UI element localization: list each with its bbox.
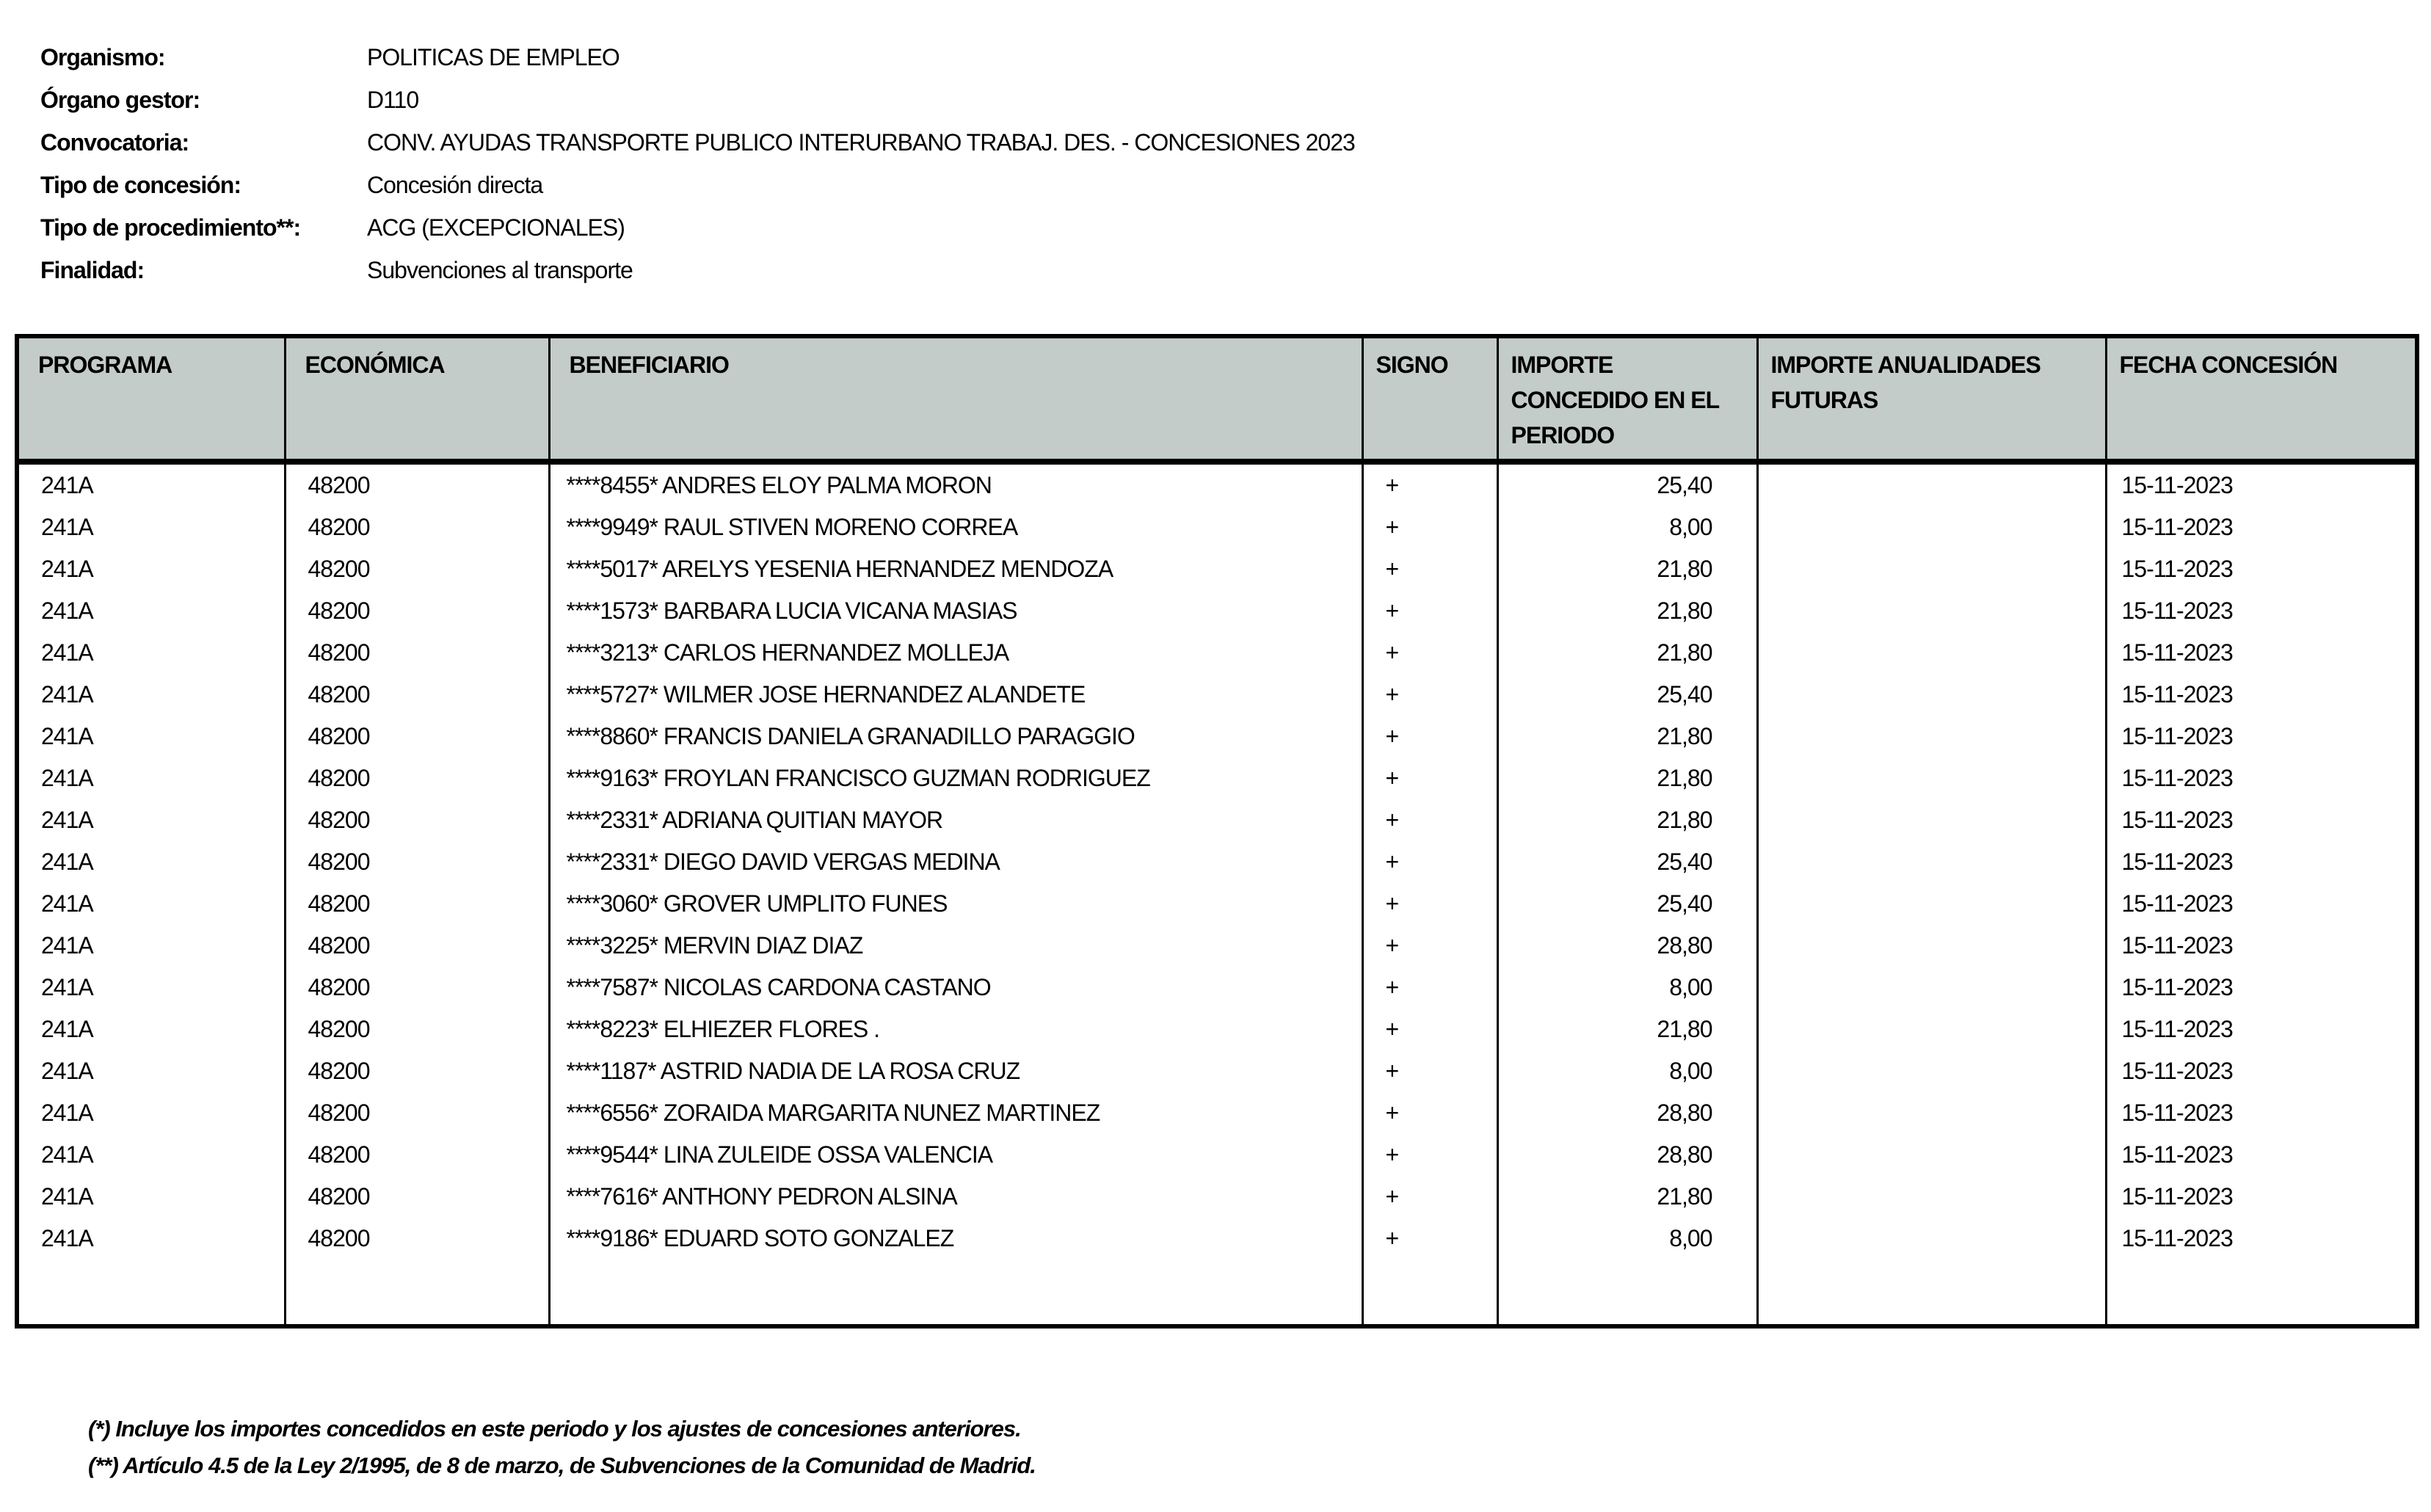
meta-label: Finalidad: <box>40 257 145 283</box>
meta-label: Tipo de procedimiento**: <box>40 214 301 241</box>
cell-economica: 48200 <box>285 462 549 506</box>
cell-programa: 241A <box>17 799 285 841</box>
cell-importe-concedido: 8,00 <box>1497 1050 1757 1092</box>
cell-signo: + <box>1362 925 1497 967</box>
cell-signo: + <box>1362 1134 1497 1176</box>
cell-importe-concedido: 21,80 <box>1497 632 1757 674</box>
cell-signo: + <box>1362 1050 1497 1092</box>
cell-importe-anualidades <box>1757 883 2106 925</box>
cell-importe-anualidades <box>1757 632 2106 674</box>
table-row <box>17 1134 2417 1176</box>
meta-label: Órgano gestor: <box>40 87 200 113</box>
cell-fecha-concesion: 15-11-2023 <box>2106 841 2417 883</box>
cell-programa: 241A <box>17 506 285 548</box>
cell-fecha-concesion: 15-11-2023 <box>2106 462 2417 506</box>
cell-importe-concedido: 25,40 <box>1497 674 1757 716</box>
cell-importe-anualidades <box>1757 841 2106 883</box>
cell-beneficiario: ****3060* GROVER UMPLITO FUNES <box>549 883 1362 925</box>
cell-signo: + <box>1362 967 1497 1008</box>
cell-programa: 241A <box>17 883 285 925</box>
table-row <box>17 883 2417 925</box>
cell-beneficiario: ****5017* ARELYS YESENIA HERNANDEZ MENDOZA <box>549 548 1362 590</box>
cell-beneficiario: ****1187* ASTRID NADIA DE LA ROSA CRUZ <box>549 1050 1362 1092</box>
meta-row-tipo-procedimiento <box>40 213 1355 255</box>
cell-economica: 48200 <box>285 1008 549 1050</box>
cell-importe-concedido: 8,00 <box>1497 506 1757 548</box>
table-row <box>17 1008 2417 1050</box>
cell-programa: 241A <box>17 590 285 632</box>
cell-importe-concedido: 21,80 <box>1497 716 1757 757</box>
cell-beneficiario: ****2331* DIEGO DAVID VERGAS MEDINA <box>549 841 1362 883</box>
cell-signo: + <box>1362 632 1497 674</box>
cell-importe-concedido: 21,80 <box>1497 590 1757 632</box>
cell-beneficiario: ****6556* ZORAIDA MARGARITA NUNEZ MARTINEZ <box>549 1092 1362 1134</box>
cell-programa: 241A <box>17 632 285 674</box>
cell-fecha-concesion: 15-11-2023 <box>2106 1008 2417 1050</box>
cell-importe-concedido: 28,80 <box>1497 1134 1757 1176</box>
cell-signo: + <box>1362 841 1497 883</box>
cell-importe-anualidades <box>1757 1134 2106 1176</box>
cell-fecha-concesion: 15-11-2023 <box>2106 548 2417 590</box>
cell-importe-concedido: 8,00 <box>1497 1218 1757 1260</box>
cell-importe-concedido: 25,40 <box>1497 883 1757 925</box>
cell-programa: 241A <box>17 1008 285 1050</box>
cell-signo: + <box>1362 757 1497 799</box>
cell-importe-concedido: 21,80 <box>1497 799 1757 841</box>
cell-importe-anualidades <box>1757 674 2106 716</box>
cell-beneficiario: ****9949* RAUL STIVEN MORENO CORREA <box>549 506 1362 548</box>
meta-label: Tipo de concesión: <box>40 172 241 198</box>
cell-importe-anualidades <box>1757 1176 2106 1218</box>
cell-economica: 48200 <box>285 1218 549 1260</box>
cell-importe-concedido: 25,40 <box>1497 462 1757 506</box>
cell-beneficiario: ****3225* MERVIN DIAZ DIAZ <box>549 925 1362 967</box>
meta-value: Subvenciones al transporte <box>367 257 633 283</box>
cell-programa: 241A <box>17 757 285 799</box>
cell-importe-anualidades <box>1757 1008 2106 1050</box>
cell-importe-concedido: 21,80 <box>1497 1176 1757 1218</box>
cell-signo: + <box>1362 1008 1497 1050</box>
meta-value: Concesión directa <box>367 172 543 198</box>
cell-signo: + <box>1362 548 1497 590</box>
cell-importe-concedido: 21,80 <box>1497 548 1757 590</box>
cell-economica: 48200 <box>285 716 549 757</box>
column-header-signo: SIGNO <box>1362 336 1497 462</box>
meta-label: Convocatoria: <box>40 129 189 156</box>
column-header-beneficiario: BENEFICIARIO <box>549 336 1362 462</box>
empty-cell <box>1757 1260 2106 1326</box>
column-header-importe-anualidades: IMPORTE ANUALIDADES FUTURAS <box>1757 336 2106 462</box>
cell-fecha-concesion: 15-11-2023 <box>2106 1050 2417 1092</box>
footnote-asterisk: (*) Incluye los importes concedidos en este periodo y los ajustes de concesiones anteriores. <box>88 1416 1021 1442</box>
empty-cell <box>285 1260 549 1326</box>
concessions-table <box>15 334 2419 1329</box>
cell-programa: 241A <box>17 462 285 506</box>
cell-fecha-concesion: 15-11-2023 <box>2106 716 2417 757</box>
cell-importe-anualidades <box>1757 799 2106 841</box>
table-row <box>17 799 2417 841</box>
cell-fecha-concesion: 15-11-2023 <box>2106 1092 2417 1134</box>
cell-economica: 48200 <box>285 674 549 716</box>
meta-row-tipo-concesion <box>40 170 1355 213</box>
meta-label: Organismo: <box>40 44 165 70</box>
cell-importe-anualidades <box>1757 462 2106 506</box>
empty-cell <box>1362 1260 1497 1326</box>
cell-economica: 48200 <box>285 1050 549 1092</box>
cell-programa: 241A <box>17 1134 285 1176</box>
cell-programa: 241A <box>17 967 285 1008</box>
cell-fecha-concesion: 15-11-2023 <box>2106 632 2417 674</box>
cell-beneficiario: ****7616* ANTHONY PEDRON ALSINA <box>549 1176 1362 1218</box>
cell-beneficiario: ****9163* FROYLAN FRANCISCO GUZMAN RODRIGUEZ <box>549 757 1362 799</box>
cell-signo: + <box>1362 674 1497 716</box>
table-row <box>17 1218 2417 1260</box>
empty-cell <box>1497 1260 1757 1326</box>
cell-importe-concedido: 25,40 <box>1497 841 1757 883</box>
cell-programa: 241A <box>17 1050 285 1092</box>
cell-beneficiario: ****9544* LINA ZULEIDE OSSA VALENCIA <box>549 1134 1362 1176</box>
cell-fecha-concesion: 15-11-2023 <box>2106 925 2417 967</box>
cell-importe-concedido: 8,00 <box>1497 967 1757 1008</box>
cell-economica: 48200 <box>285 841 549 883</box>
metadata-block <box>40 43 1355 298</box>
cell-signo: + <box>1362 590 1497 632</box>
empty-cell <box>17 1260 285 1326</box>
cell-programa: 241A <box>17 548 285 590</box>
cell-economica: 48200 <box>285 1134 549 1176</box>
table-row <box>17 967 2417 1008</box>
cell-programa: 241A <box>17 841 285 883</box>
meta-value: POLITICAS DE EMPLEO <box>367 44 619 70</box>
cell-importe-concedido: 28,80 <box>1497 1092 1757 1134</box>
meta-row-convocatoria <box>40 128 1355 170</box>
cell-importe-anualidades <box>1757 716 2106 757</box>
cell-programa: 241A <box>17 716 285 757</box>
cell-fecha-concesion: 15-11-2023 <box>2106 674 2417 716</box>
cell-importe-anualidades <box>1757 506 2106 548</box>
empty-cell <box>549 1260 1362 1326</box>
table-header <box>17 336 2417 462</box>
table-row <box>17 925 2417 967</box>
cell-importe-anualidades <box>1757 548 2106 590</box>
table-spacer-row <box>17 1260 2417 1326</box>
table-row <box>17 674 2417 716</box>
meta-value: D110 <box>367 87 419 113</box>
cell-economica: 48200 <box>285 590 549 632</box>
table-row <box>17 1050 2417 1092</box>
cell-signo: + <box>1362 1092 1497 1134</box>
cell-fecha-concesion: 15-11-2023 <box>2106 1134 2417 1176</box>
cell-programa: 241A <box>17 674 285 716</box>
cell-importe-concedido: 21,80 <box>1497 1008 1757 1050</box>
cell-fecha-concesion: 15-11-2023 <box>2106 590 2417 632</box>
table-row <box>17 632 2417 674</box>
cell-programa: 241A <box>17 1176 285 1218</box>
table-row <box>17 1092 2417 1134</box>
footnote-double-asterisk: (**) Artículo 4.5 de la Ley 2/1995, de 8 de marzo, de Subvenciones de la Comunidad de Madrid. <box>88 1453 1036 1478</box>
cell-beneficiario: ****9186* EDUARD SOTO GONZALEZ <box>549 1218 1362 1260</box>
cell-economica: 48200 <box>285 883 549 925</box>
cell-importe-anualidades <box>1757 1050 2106 1092</box>
cell-fecha-concesion: 15-11-2023 <box>2106 1176 2417 1218</box>
table-header-row <box>17 336 2417 462</box>
cell-beneficiario: ****8860* FRANCIS DANIELA GRANADILLO PARAGGIO <box>549 716 1362 757</box>
table-row <box>17 757 2417 799</box>
cell-fecha-concesion: 15-11-2023 <box>2106 506 2417 548</box>
cell-fecha-concesion: 15-11-2023 <box>2106 757 2417 799</box>
table-row <box>17 548 2417 590</box>
cell-fecha-concesion: 15-11-2023 <box>2106 799 2417 841</box>
empty-cell <box>2106 1260 2417 1326</box>
table-row <box>17 506 2417 548</box>
cell-beneficiario: ****8223* ELHIEZER FLORES . <box>549 1008 1362 1050</box>
meta-row-finalidad <box>40 255 1355 298</box>
cell-importe-anualidades <box>1757 1092 2106 1134</box>
meta-value: CONV. AYUDAS TRANSPORTE PUBLICO INTERURBANO TRABAJ. DES. - CONCESIONES 2023 <box>367 129 1355 156</box>
column-header-fecha-concesion: FECHA CONCESIÓN <box>2106 336 2417 462</box>
cell-economica: 48200 <box>285 548 549 590</box>
cell-economica: 48200 <box>285 1092 549 1134</box>
cell-fecha-concesion: 15-11-2023 <box>2106 1218 2417 1260</box>
cell-signo: + <box>1362 1218 1497 1260</box>
cell-programa: 241A <box>17 1092 285 1134</box>
cell-beneficiario: ****1573* BARBARA LUCIA VICANA MASIAS <box>549 590 1362 632</box>
column-header-importe-concedido: IMPORTE CONCEDIDO EN EL PERIODO <box>1497 336 1757 462</box>
cell-signo: + <box>1362 883 1497 925</box>
cell-signo: + <box>1362 462 1497 506</box>
table-row <box>17 716 2417 757</box>
cell-economica: 48200 <box>285 506 549 548</box>
cell-economica: 48200 <box>285 757 549 799</box>
table-row <box>17 841 2417 883</box>
cell-importe-anualidades <box>1757 1218 2106 1260</box>
cell-beneficiario: ****8455* ANDRES ELOY PALMA MORON <box>549 462 1362 506</box>
column-header-programa: PROGRAMA <box>17 336 285 462</box>
cell-signo: + <box>1362 506 1497 548</box>
table-row <box>17 462 2417 506</box>
cell-beneficiario: ****5727* WILMER JOSE HERNANDEZ ALANDETE <box>549 674 1362 716</box>
cell-beneficiario: ****3213* CARLOS HERNANDEZ MOLLEJA <box>549 632 1362 674</box>
cell-importe-anualidades <box>1757 967 2106 1008</box>
cell-signo: + <box>1362 799 1497 841</box>
cell-signo: + <box>1362 716 1497 757</box>
cell-economica: 48200 <box>285 1176 549 1218</box>
cell-programa: 241A <box>17 1218 285 1260</box>
cell-importe-anualidades <box>1757 590 2106 632</box>
meta-row-organo-gestor <box>40 85 1355 128</box>
meta-value: ACG (EXCEPCIONALES) <box>367 214 625 241</box>
cell-economica: 48200 <box>285 799 549 841</box>
table-row <box>17 1176 2417 1218</box>
cell-importe-anualidades <box>1757 757 2106 799</box>
cell-fecha-concesion: 15-11-2023 <box>2106 883 2417 925</box>
cell-importe-concedido: 21,80 <box>1497 757 1757 799</box>
cell-importe-concedido: 28,80 <box>1497 925 1757 967</box>
cell-programa: 241A <box>17 925 285 967</box>
cell-economica: 48200 <box>285 925 549 967</box>
cell-signo: + <box>1362 1176 1497 1218</box>
meta-row-organismo <box>40 43 1355 85</box>
cell-importe-anualidades <box>1757 925 2106 967</box>
cell-fecha-concesion: 15-11-2023 <box>2106 967 2417 1008</box>
column-header-economica: ECONÓMICA <box>285 336 549 462</box>
cell-economica: 48200 <box>285 967 549 1008</box>
table-row <box>17 590 2417 632</box>
footnotes <box>88 1411 1036 1484</box>
cell-economica: 48200 <box>285 632 549 674</box>
table-body <box>17 462 2417 1326</box>
cell-beneficiario: ****7587* NICOLAS CARDONA CASTANO <box>549 967 1362 1008</box>
cell-beneficiario: ****2331* ADRIANA QUITIAN MAYOR <box>549 799 1362 841</box>
